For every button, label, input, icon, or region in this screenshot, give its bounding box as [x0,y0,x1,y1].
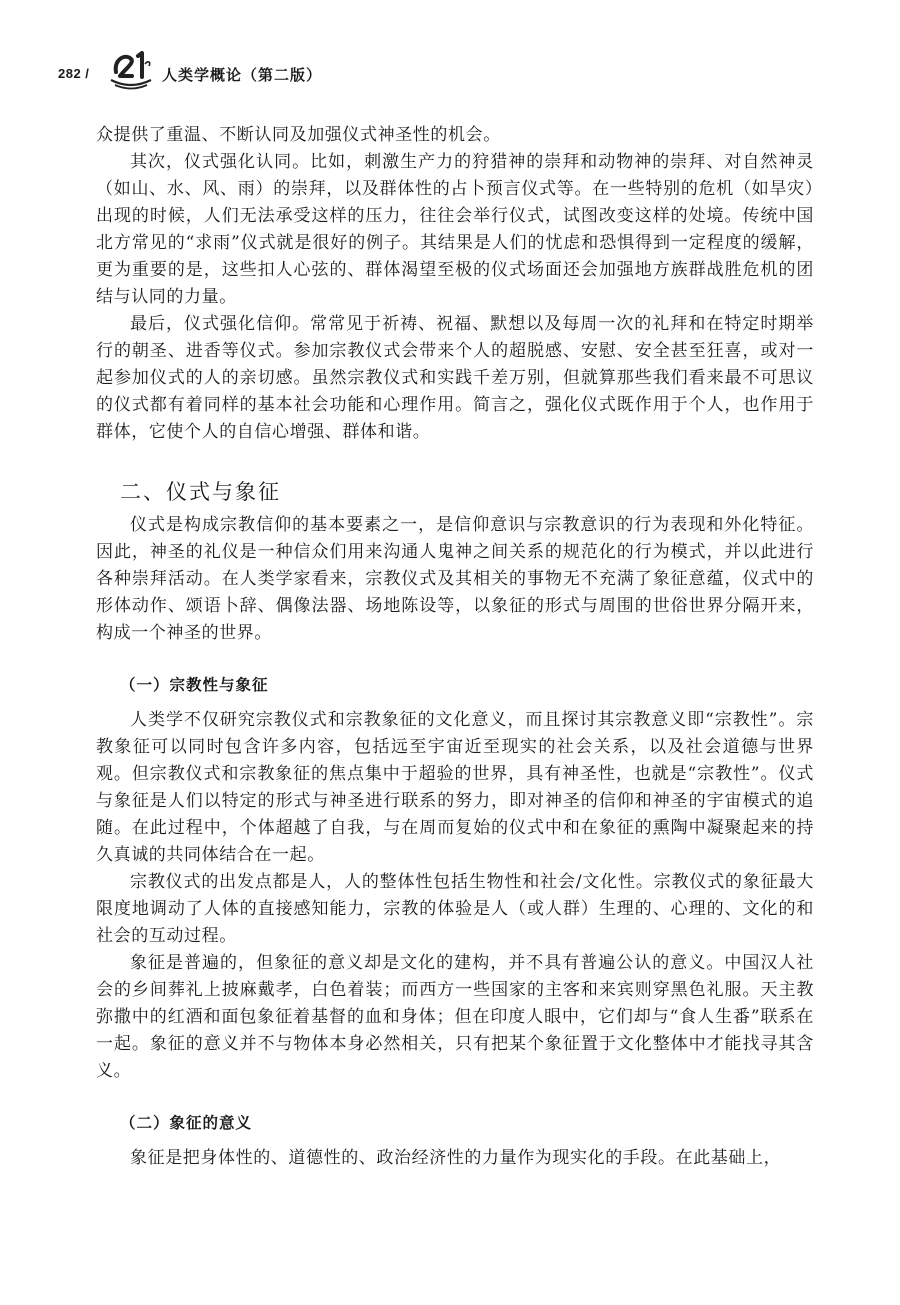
section-heading: 二、仪式与象征 [120,480,281,504]
paragraph: 仪式是构成宗教信仰的基本要素之一，是信仰意识与宗教意识的行为表现和外化特征。因此，神圣的礼仪是一种信众们用来沟通人鬼神之间关系的规范化的行为模式，并以此进行各种崇拜活动。在人类学家看来，宗教仪式及其相关的事物无不充满了象征意蕴，仪式中的形体动作、颂语卜辞、偶像法器、场地陈设等，以象征的形式与周围的世俗世界分隔开来，构成一个神圣的世界。 [96,515,814,643]
page-body [96,122,814,1172]
paragraph: 象征是普遍的，但象征的意义却是文化的建构，并不具有普遍公认的意义。中国汉人社会的乡间葬礼上披麻戴孝，白色着装；而西方一些国家的主客和来宾则穿黑色礼服。天主教弥撒中的红酒和面包象征着基督的血和身体；但在印度人眼中，它们却与“食人生番”联系在一起。象征的意义并不与物体本身必然相关，只有把某个象征置于文化整体中才能找寻其含义。 [96,953,814,1081]
subsection-heading: （二）象征的意义 [120,1114,253,1132]
subsection-heading: （一）宗教性与象征 [120,676,269,694]
paragraph: 最后，仪式强化信仰。常常见于祈祷、祝福、默想以及每周一次的礼拜和在特定时期举行的朝圣、进香等仪式。参加宗教仪式会带来个人的超脱感、安慰、安全甚至狂喜，或对一起参加仪式的人的亲切感。虽然宗教仪式和实践千差万别，但就算那些我们看来最不可思议的仪式都有着同样的基本社会功能和心理作用。简言之，强化仪式既作用于个人，也作用于群体，它使个人的自信心增强、群体和谐。 [96,314,814,442]
book-title: 人类学概论（第二版） [162,66,323,84]
paragraph: 宗教仪式的出发点都是人，人的整体性包括生物性和社会/文化性。宗教仪式的象征最大限度地调动了人体的直接感知能力，宗教的体验是人（或人群）生理的、心理的、文化的和社会的互动过程。 [96,872,814,946]
page-number: 282 / [58,66,90,81]
paragraph: 其次，仪式强化认同。比如，刺激生产力的狩猎神的崇拜和动物神的崇拜、对自然神灵（如山、水、风、雨）的崇拜，以及群体性的占卜预言仪式等。在一些特别的危机（如旱灾）出现的时候，人们无法承受这样的压力，往往会举行仪式，试图改变这样的处境。传统中国北方常见的“求雨”仪式就是很好的例子。其结果是人们的忧虑和恐惧得到一定程度的缓解，更为重要的是，这些扣人心弦的、群体渴望至极的仪式场面还会加强地方族群战胜危机的团结与认同的力量。 [96,152,814,307]
paragraph: 象征是把身体性的、道德性的、政治经济性的力量作为现实化的手段。在此基础上， [130,1148,782,1168]
paragraph: 人类学不仅研究宗教仪式和宗教象征的文化意义，而且探讨其宗教意义即“宗教性”。宗教象征可以同时包含许多内容，包括远至宇宙近至现实的社会关系，以及社会道德与世界观。但宗教仪式和宗教象征的焦点集中于超验的世界，具有神圣性，也就是“宗教性”。仪式与象征是人们以特定的形式与神圣进行联系的努力，即对神圣的信仰和神圣的宇宙模式的追随。在此过程中，个体超越了自我，与在周而复始的仪式中和在象征的熏陶中凝聚起来的持久真诚的共同体结合在一起。 [96,710,814,865]
page-header [58,50,838,94]
paragraph: 众提供了重温、不断认同及加强仪式神圣性的机会。 [96,125,501,145]
21-century-logo-icon [108,50,154,92]
